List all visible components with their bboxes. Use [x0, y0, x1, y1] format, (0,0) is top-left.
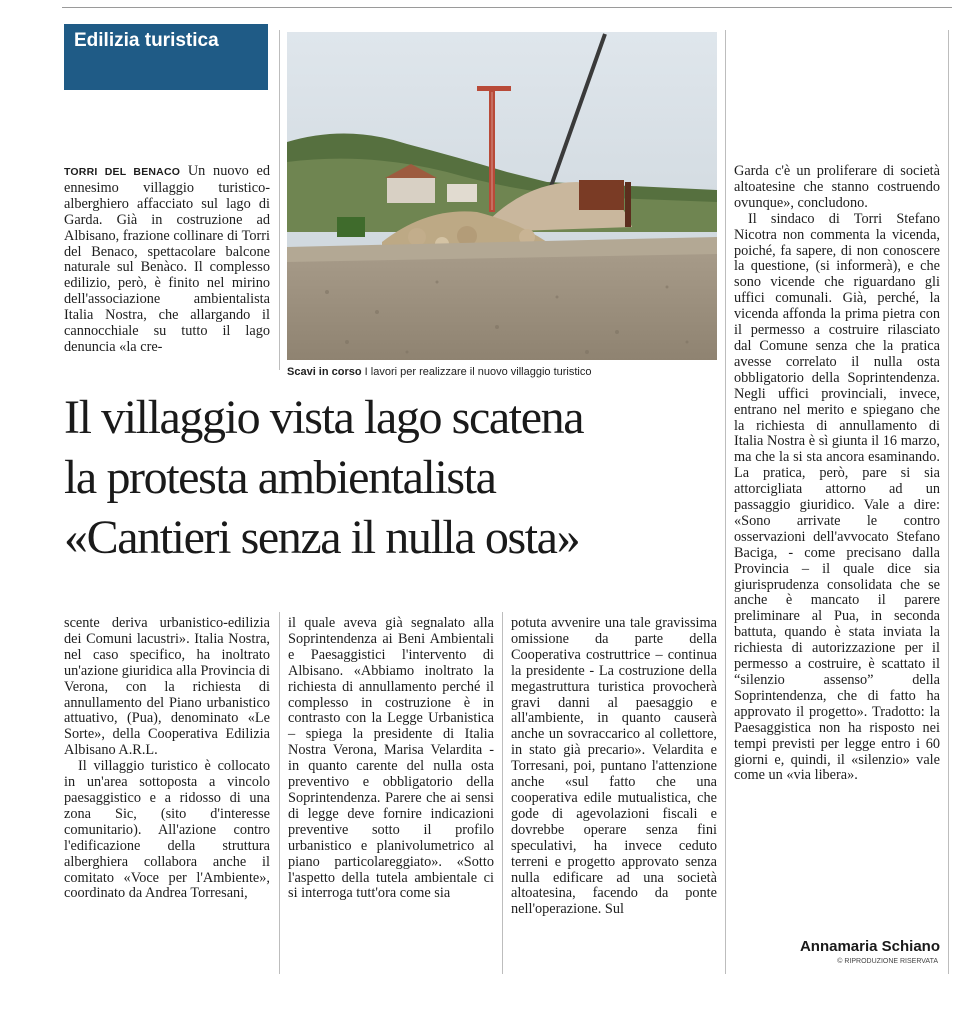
photo-caption [287, 366, 727, 378]
photo-caption-text: I lavori per realizzare il nuovo villaggio turistico [364, 366, 592, 378]
rights-notice: © RIPRODUZIONE RISERVATA [837, 958, 938, 965]
lead-column [64, 164, 270, 356]
section-tag [64, 24, 268, 90]
top-rule [62, 7, 952, 8]
photo-caption-label: Scavi in corso [287, 366, 362, 378]
headline-line-2: la protesta ambientalista [64, 451, 496, 504]
body-column-2 [288, 616, 494, 902]
paragraph: Garda c'è un proliferare di società altoatesine che stanno costruendo ovunque», concludono. [734, 163, 940, 211]
column-divider [948, 30, 949, 974]
body-column-3 [511, 616, 717, 918]
paragraph: il quale aveva già segnalato alla Soprintendenza ai Beni Ambientali e Paesaggistici l'intervento di Albisano. «Abbiamo inoltrato la richiesta di annullamento perché il complesso in costruzione è in contrasto con la Legge Urbanistica – spiega la presidente di Italia Nostra Verona, Marisa Velardita - in quanto carente del nulla osta preventivo e obbligatorio della Soprintendenza. Parere che ai sensi di legge deve fornire indicazioni preventive sotto il profilo urbanistico e planivolumetrico al piano particolareggiato». «Sotto l'aspetto della tutela ambientale ci si interroga tutt'ora come sia [288, 615, 494, 902]
kicker-location: TORRI DEL BENACO [64, 166, 181, 178]
headline [64, 388, 724, 568]
section-tag-label: Edilizia turistica [74, 30, 219, 51]
paragraph: potuta avvenire una tale gravissima omissione da parte della Cooperativa costruttrice – continua la presidente - La costruzione della megastruttura turistica provocherà gravi danni al paesaggio e all'ambiente, in quanto causerà anche un sovraccarico al collettore, in stato già precario». Velardita e Torresani, poi, puntano l'attenzione anche «sul fatto che una cooperativa edile mutualistica, che gode di agevolazioni fiscali e dovrebbe operare senza fini speculativi, ha invece ceduto terreni e progetto approvato senza nulla edificare ad una società altoatesina, facendo da ponte nell'operazione. Sul [511, 615, 717, 918]
headline-line-3: «Cantieri senza il nulla osta» [64, 511, 580, 564]
construction-site-photo [287, 32, 717, 360]
column-divider [279, 30, 280, 370]
paragraph: Il sindaco di Torri Stefano Nicotra non commenta la vicenda, poiché, fa sapere, di non conoscere la questione, (si informerà), e che sono vicende che riguardano gli uffici comunali. Già, perché, la vicenda affonda la prima pietra con il permesso a costruire rilasciato dal Comune senza che la pratica avesse correlato il nulla osta obbligatorio della Soprintendenza. Negli uffici provinciali, invece, entrano nel merito e spiegano che la richiesta di annullamento di Italia Nostra è sì giunta il 16 marzo, ma che la si sta ancora esaminando. La pratica, però, pare si sia attorcigliata attorno ad un passaggio giuridico. Vale a dire: «Sono arrivate le contro osservazioni dell'avvocato Stefano Baciga, - come precisano dalla Provincia – il quale dice sia giurisprudenza consolidata che se anche è mancato il parere preliminare al Pua, in seconda battuta, quando è stata inviata la richiesta di autorizzazione per il permesso a costruire, è scattato il “silenzio assenso” della Soprintendenza, che di fatto ha approvato il progetto». Tradotto: la Paesaggistica non ha risposto nei tempi previsti per legge entro i 60 giorni e, quindi, il «silenzio» vale come un «via libera». [734, 210, 940, 784]
lead-text: Un nuovo ed ennesimo villaggio turistico-alberghiero affacciato sul lago di Garda. Già in costruzione ad Albisano, frazione collinare di Torri del Benaco, spettacolare balcone naturale sul Benàco. Il complesso edilizio, però, è finito nel mirino dell'associazione ambientalista Italia Nostra, che allargando il cannocchiale su tutto il lago denuncia «la cre- [64, 163, 271, 355]
paragraph: Il villaggio turistico è collocato in un'area sottoposta a vincolo paesaggistico e a ridosso di una zona Sic, (sito d'interesse comunitario). All'azione contro l'edificazione della struttura alberghiera collabora anche il comitato «Voce per l'Ambiente», coordinato da Andrea Torresani, [64, 758, 270, 902]
column-divider [279, 612, 280, 974]
column-divider [725, 30, 726, 974]
headline-line-1: Il villaggio vista lago scatena [64, 391, 584, 444]
body-column-1 [64, 616, 270, 902]
body-column-4 [734, 164, 940, 784]
byline: Annamaria Schiano [799, 938, 940, 955]
column-divider [502, 612, 503, 974]
construction-site-image [287, 32, 717, 360]
paragraph: scente deriva urbanistico-edilizia dei Comuni lacustri». Italia Nostra, nel caso specifico, ha inoltrato un'azione giuridica alla Provincia di Verona, con la richiesta di annullamento del Piano urbanistico attuativo, (Pua), denominato «Le Sorte», della Cooperativa Edilizia Albisano A.R.L. [64, 615, 270, 759]
